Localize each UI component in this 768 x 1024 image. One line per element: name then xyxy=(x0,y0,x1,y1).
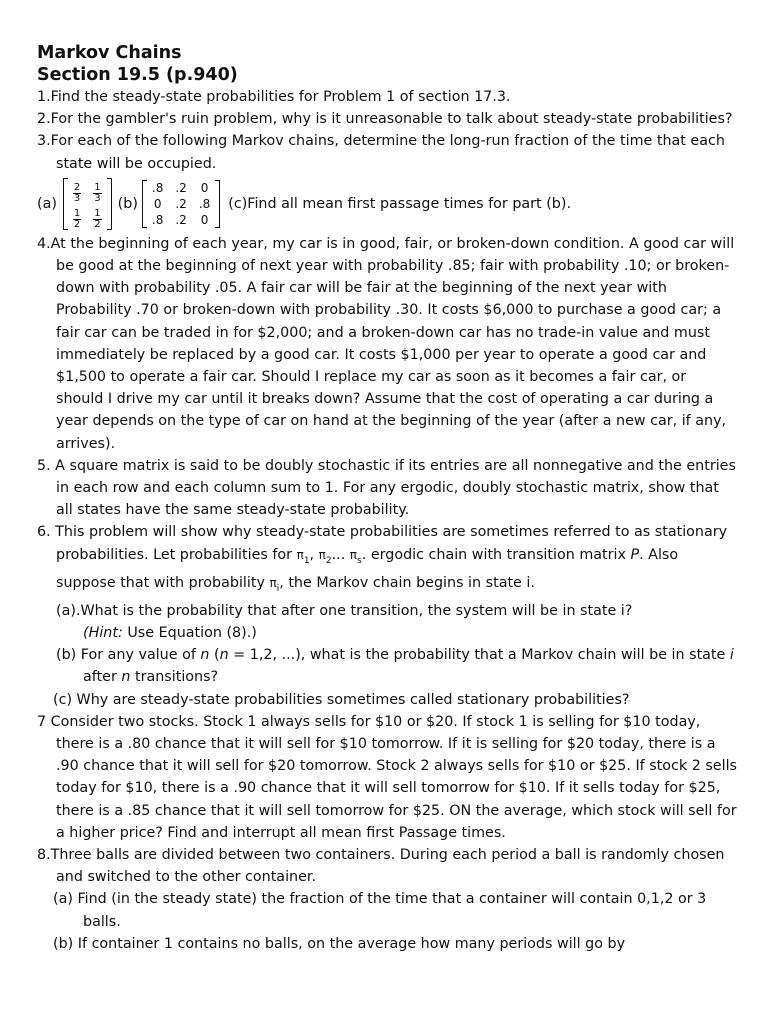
matrix-a xyxy=(63,178,112,230)
question-8: 8.Three balls are divided between two containers. During each period a ball is randomly chosen and switched to the other container. xyxy=(37,847,725,886)
question-1: 1.Find the steady-state probabilities for Problem 1 of section 17.3. xyxy=(37,89,511,105)
section-heading: Section 19.5 (p.940) xyxy=(37,65,238,85)
page-title: Markov Chains xyxy=(37,43,182,63)
question-6a-hint: (Hint: Use Equation (8).) xyxy=(83,624,257,641)
question-3-matrices xyxy=(37,175,737,233)
question-6a: (a).What is the probability that after one transition, the system will be in state i? xyxy=(56,602,633,619)
question-2: 2.For the gambler's ruin problem, why is it unreasonable to talk about steady-state probabilities? xyxy=(37,111,733,128)
question-4: 4.At the beginning of each year, my car is in good, fair, or broken-down condition. A good car will be good at the beginning of next year with probability .85; fair with probability .10; or broken-down with probability .05. A fair car will be fair at the beginning of the next year with Probability .70 or broken-down with probability .30. It costs $6,000 to purchase a good car; a fair car can be traded in for $2,000; and a broken-down car has no trade-in value and must immediately be replaced by a good car. It costs $1,000 per year to operate a good car and $1,500 to operate a fair car. Should I replace my car as soon as it becomes a fair car, or should I drive my car until it breaks down? Assume that the cost of operating a car during a year depends on the type of car on hand at the beginning of the year (after a new car, if any, arrives). xyxy=(37,235,735,452)
question-6: 6. This problem will show why steady-state probabilities are sometimes referred to as stationary probabilities. Let probabilities for $\pi_1$, $\pi_2$... $\pi_s$. ergodic chain with transition matrix P. Also suppose that with probability $\pi_i$, the Markov chain begins in state i. xyxy=(37,524,728,594)
question-6c: (c) Why are steady-state probabilities sometimes called stationary probabilities? xyxy=(53,691,630,708)
part-a-label: (a) xyxy=(37,195,57,212)
question-5: 5. A square matrix is said to be doubly stochastic if its entries are all nonnegative and the entries in each row and each column sum to 1. For any ergodic, doubly stochastic matrix, show that all states have the same steady-state probability. xyxy=(37,457,736,519)
fraction: $\frac{2}{3}$ xyxy=(73,181,81,204)
document-page xyxy=(37,42,737,955)
fraction: $\frac{1}{2}$ xyxy=(94,207,101,230)
question-6b: (b) For any value of n (n = 1,2, ...), what is the probability that a Markov chain will be in state i after n transitions? xyxy=(56,647,734,686)
question-8a: (a) Find (in the steady state) the fraction of the time that a container will contain 0,1,2 or 3 balls. xyxy=(53,891,707,930)
matrix-b: .8 .2 0 0 .2 .8 .8 .2 0 xyxy=(142,180,220,228)
fraction: $\frac{1}{3}$ xyxy=(94,181,101,204)
question-8b: (b) If container 1 contains no balls, on the average how many periods will go by xyxy=(53,935,626,952)
question-7: 7 Consider two stocks. Stock 1 always sells for $10 or $20. If stock 1 is selling for $10 today, there is a .80 chance that it will sell for $10 tomorrow. If it is selling for $20 today, there is a .90 chance that it will sell for $20 tomorrow. Stock 2 always sells for $10 or $25. If stock 2 sells today for $10, there is a .90 chance that it will sell tomorrow for $10. If it sells today for $25, there is a .85 chance that it will sell tomorrow for $25. ON the average, which stock will sell for a higher price? Find and interrupt all mean first Passage times. xyxy=(37,713,738,841)
part-b-label: (b) xyxy=(117,195,138,212)
question-3: 3.For each of the following Markov chains, determine the long-run fraction of the time that each state will be occupied. xyxy=(37,133,725,172)
part-c-text: (c)Find all mean first passage times for part (b). xyxy=(228,195,571,212)
fraction: $\frac{1}{2}$ xyxy=(73,207,81,230)
